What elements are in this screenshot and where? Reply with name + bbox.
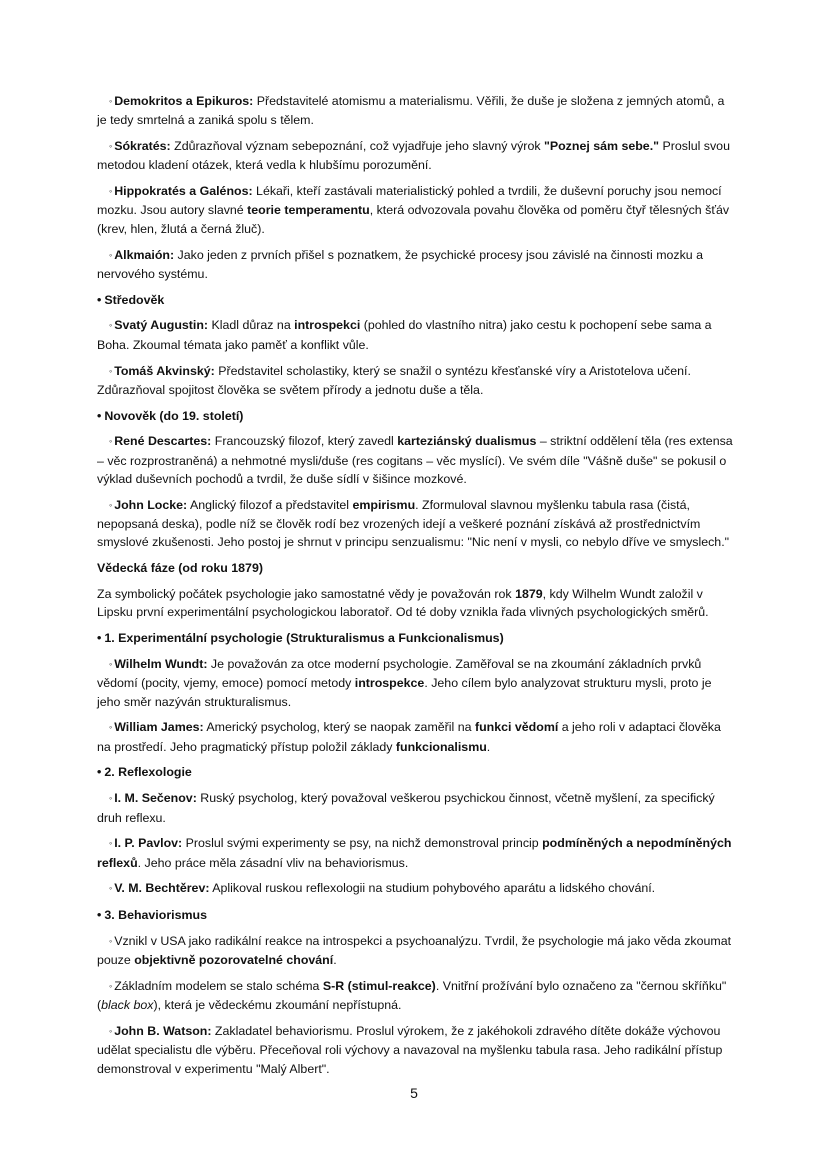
sub-bullet-paragraph [97,655,733,711]
text-run: . Jeho cílem bylo analyzovat strukturu mysli, proto je jeho směr nazýván strukturalismus. [97,676,712,709]
text-run: Základním modelem se stalo schéma [114,979,323,994]
sub-bullet-paragraph [97,879,733,898]
bold-text: "Poznej sám sebe." [543,139,660,154]
hollow-bullet-icon: ◦ [109,365,113,376]
text-run: – striktní oddělení těla (res extensa – věc rozprostraněná) a nehmotné mysli/duše (res cogitans – věc myslící). Ve svém díle "Vášně duše" se pokusil o výklad duševních pochodů a tvrdil, že duše sídlí v šišince mozkové. [97,434,733,487]
hollow-bullet-icon: ◦ [109,320,113,331]
document-body [97,92,733,1086]
filled-bullet-icon: • [97,908,102,923]
section-heading [97,763,733,781]
text-run: ), která je vědeckému zkoumání nepřístupná. [153,998,402,1013]
bold-text: John B. Watson: [114,1024,212,1039]
text-run: . [333,953,337,968]
hollow-bullet-icon: ◦ [109,981,113,992]
hollow-bullet-icon: ◦ [109,249,113,260]
sub-bullet-paragraph [97,932,733,970]
text-run: Anglický filozof a představitel [187,497,353,512]
text-run: . Zformuloval slavnou myšlenku tabula rasa (čistá, nepopsaná deska), podle níž se člověk rodí bez vrozených idejí a veškeré poznání získává až prostřednictvím smyslové zkušenosti. Jeho postoj je shrnut v principu senzualismu: "Nic není v mysli, co nebylo dříve ve smyslech." [97,497,730,550]
text-run: Zdůrazňoval význam sebepoznání, což vyjadřuje jeho slavný výrok [170,139,544,154]
text-run: Americký psycholog, který se naopak zaměřil na [203,720,475,735]
bold-text: Tomáš Akvinský: [114,363,215,378]
text-run: a jeho roli v adaptaci člověka na prostředí. Jeho pragmatický přístup položil základy [97,720,721,754]
text-run: Je považován za otce moderní psychologie. Zaměřoval se na zkoumání základních prvků vědomí (pocity, vjemy, emoce) pomocí metody [97,656,702,691]
hollow-bullet-icon: ◦ [109,436,113,447]
bold-text: V. M. Bechtěrev: [114,881,210,896]
text-run: Vznikl v USA jako radikální reakce na introspekci a psychoanalýzu. Tvrdil, že psychologie má jako věda zkoumat pouze [97,933,732,968]
text-run: Ruský psycholog, který považoval veškerou psychickou činnost, včetně myšlení, za specifický druh reflexu. [97,791,715,825]
bold-text: introspekci [294,318,361,333]
sub-bullet-paragraph [97,316,733,354]
bold-text: 2. Reflexologie [104,765,192,780]
section-heading [97,291,733,309]
hollow-bullet-icon: ◦ [109,722,113,733]
bold-text: Alkmaión: [114,247,175,262]
text-run: Proslul svou metodou kladení otázek, která vedla k hlubšímu porozumění. [97,139,730,173]
sub-bullet-paragraph [97,789,733,827]
hollow-bullet-icon: ◦ [109,96,113,106]
text-run: , která odvozovala povahu člověka od poměru čtyř tělesných šťáv (krev, hlen, žlutá a černá žluč). [97,203,730,236]
sub-bullet-paragraph [97,182,733,238]
bold-text: teorie temperamentu [247,203,370,218]
sub-bullet-paragraph [97,246,733,284]
hollow-bullet-icon: ◦ [109,793,113,804]
bold-text: Sókratés: [114,139,171,154]
hollow-bullet-icon: ◦ [109,658,113,669]
bold-text: 1. Experimentální psychologie (Strukturalismus a Funkcionalismus) [104,631,504,646]
filled-bullet-icon: • [97,765,102,780]
hollow-bullet-icon: ◦ [109,499,113,510]
text-run: Představitelé atomismu a materialismu. Věřili, že duše je složena z jemných atomů, a je tedy smrtelná a zaniká spolu s tělem. [97,94,725,128]
hollow-bullet-icon: ◦ [109,1026,113,1037]
bold-text: funkci vědomí [474,720,559,735]
text-run: . Jeho práce měla zásadní vliv na behaviorismus. [137,855,409,870]
text-run: Představitel scholastiky, který se snažil o syntézu křesťanské víry a Aristotelova učení. Zdůrazňoval spojitost člověka se světem přírody a jednotu duše a těla. [97,363,691,397]
page-number: 5 [410,1085,418,1101]
bold-text: I. P. Pavlov: [114,836,183,851]
text-run: Za symbolický počátek psychologie jako samostatné vědy je považován rok [97,587,516,602]
section-heading [97,629,733,647]
text-run: Aplikoval ruskou reflexologii na studium pohybového aparátu a lidského chování. [209,881,656,896]
text-run: Jako jeden z prvních přišel s poznatkem, že psychické procesy jsou závislé na činnosti mozku a nervového systému. [97,247,704,281]
text-run: Kladl důraz na [208,318,295,333]
sub-bullet-paragraph [97,362,733,400]
text-run: Zakladatel behaviorismu. Proslul výrokem, že z jakéhokoli zdravého dítěte dokáže výchovou udělat specialistu dle výběru. Přeceňoval roli výchovy a navazoval na myšlenku tabula rasa. Jeho radikální přístup demonstroval v experimentu "Malý Albert". [97,1024,723,1076]
bold-text: Hippokratés a Galénos: [114,184,253,199]
sub-bullet-paragraph [97,718,733,756]
bold-text: podmíněných a nepodmíněných reflexů [97,836,732,870]
text-run: Lékaři, kteří zastávali materialistický pohled a tvrdili, že duševní poruchy jsou nemocí mozku. Jsou autory slavné [97,184,722,218]
bold-text: funkcionalismu [395,739,487,754]
bold-text: William James: [114,720,204,735]
bold-text: Svatý Augustin: [114,318,209,333]
bold-text: Demokritos a Epikuros: [114,94,254,108]
bold-text: objektivně pozorovatelné chování [134,953,334,968]
text-run: , kdy Wilhelm Wundt založil v Lipsku první experimentální psychologickou laboratoř. Od té doby vznikla řada vlivných psychologických směrů. [97,587,709,620]
bold-text: empirismu [352,497,416,512]
text-run: . [486,739,491,754]
hollow-bullet-icon: ◦ [109,838,113,849]
sub-bullet-paragraph [97,977,733,1015]
hollow-bullet-icon: ◦ [109,883,113,894]
filled-bullet-icon: • [97,408,102,423]
sub-bullet-paragraph [97,496,733,552]
text-run: (pohled do vlastního nitra) jako cestu k pochopení sebe sama a Boha. Zkoumal témata jako paměť a konflikt vůle. [97,318,712,352]
filled-bullet-icon: • [97,292,102,307]
bold-text: René Descartes: [114,434,212,449]
sub-bullet-paragraph [97,834,733,872]
bold-text: Wilhelm Wundt: [114,656,208,671]
section-heading [97,906,733,924]
text-run: . Vnitřní prožívání bylo označeno za "černou skříňku" ( [97,979,727,1013]
bold-text: Novověk (do 19. století) [104,408,244,423]
bold-text: S-R (stimul-reakce) [322,979,436,994]
hollow-bullet-icon: ◦ [109,141,113,152]
subheading [97,559,733,577]
body-paragraph [97,585,733,622]
sub-bullet-paragraph [97,432,733,488]
bold-text: Středověk [104,292,165,307]
bold-text: 1879 [515,587,543,602]
bold-text: I. M. Sečenov: [114,791,197,806]
bold-text: John Locke: [114,497,188,512]
text-run: Francouzský filozof, který zavedl [211,434,398,449]
filled-bullet-icon: • [97,631,102,646]
bold-text: 3. Behaviorismus [104,908,207,923]
hollow-bullet-icon: ◦ [109,186,113,197]
sub-bullet-paragraph [97,1022,733,1078]
section-heading [97,407,733,425]
text-run: Proslul svými experimenty se psy, na nichž demonstroval princip [182,836,543,851]
bold-text: Vědecká fáze (od roku 1879) [97,561,263,576]
bold-text: introspekce [354,676,425,691]
hollow-bullet-icon: ◦ [109,935,113,946]
bold-text: karteziánský dualismus [397,434,537,449]
italic-text: black box [101,998,154,1013]
sub-bullet-paragraph [97,92,733,130]
sub-bullet-paragraph [97,137,733,175]
